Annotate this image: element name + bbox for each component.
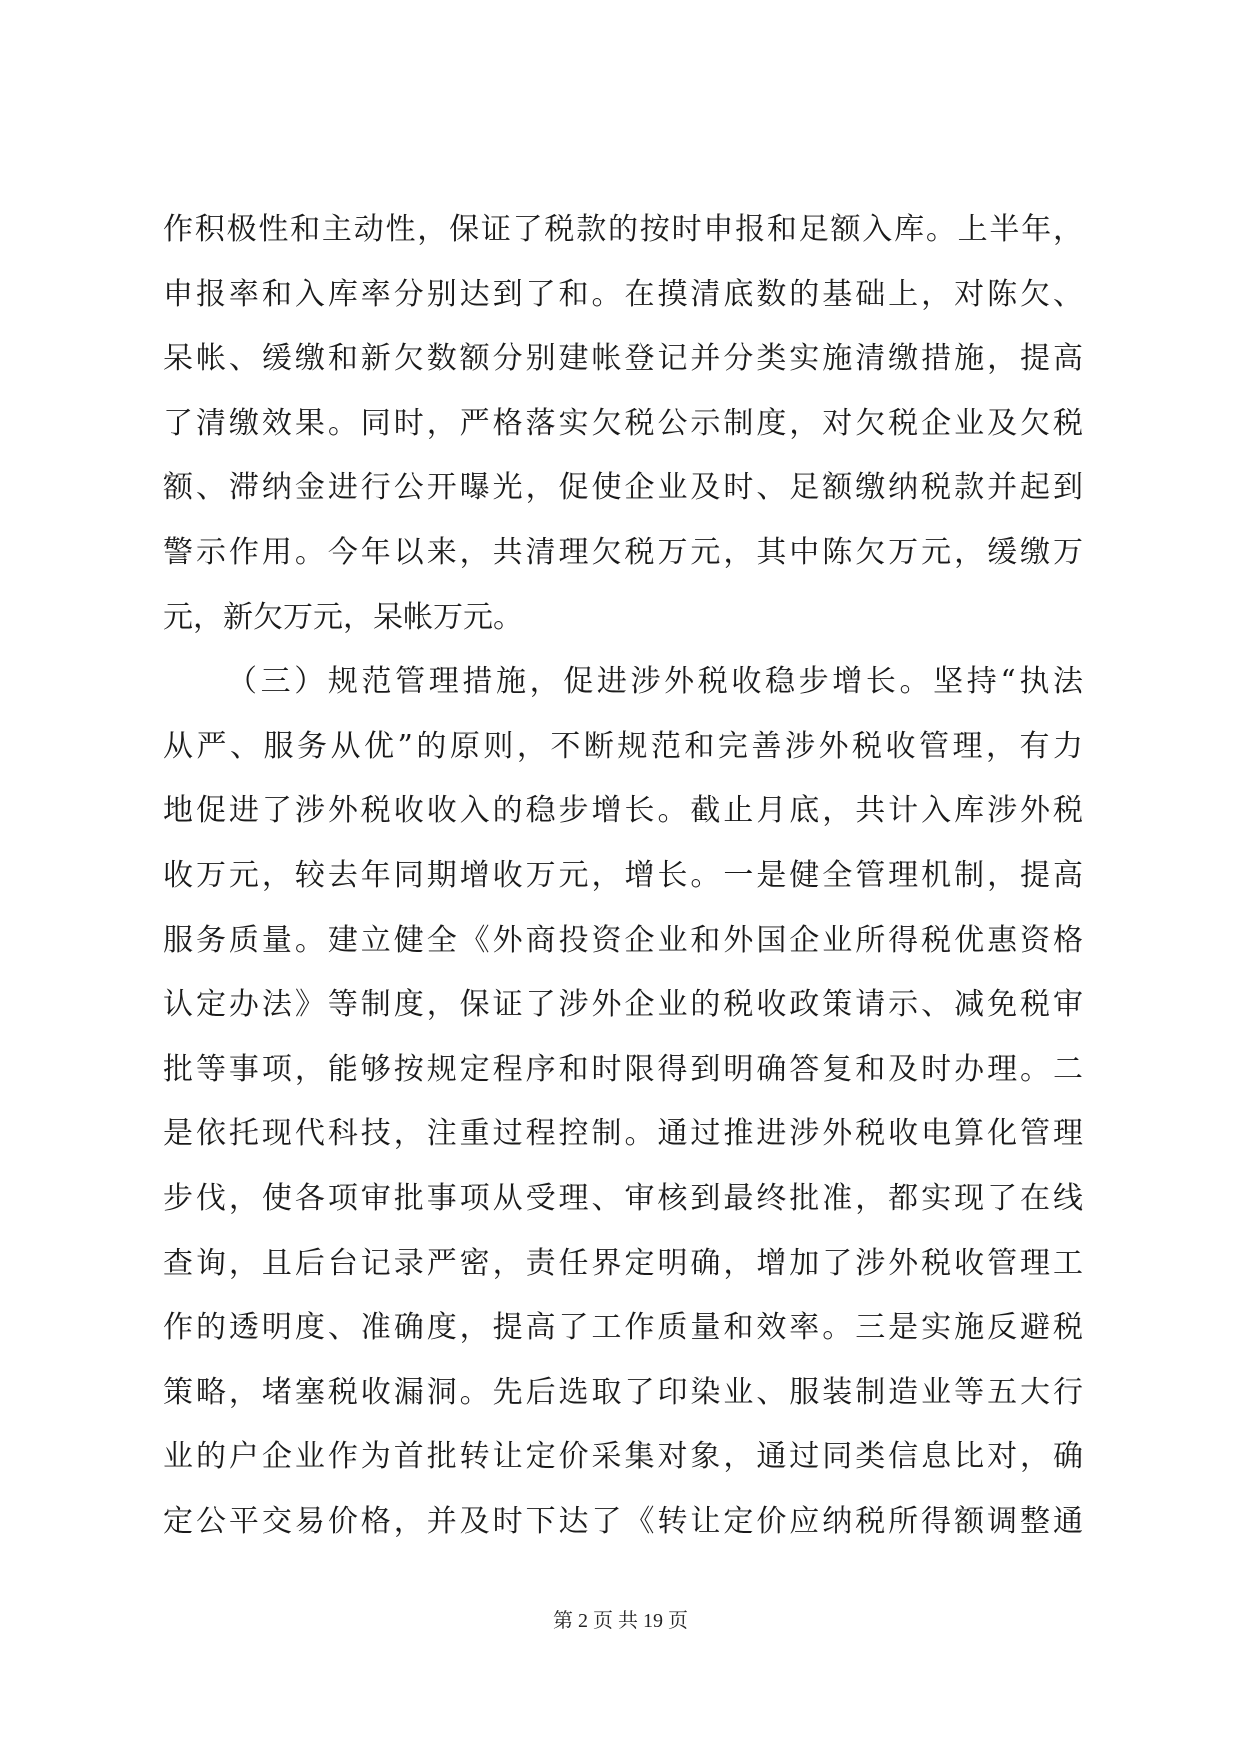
text-line: 从严、服务从优”的原则，不断规范和完善涉外税收管理，有力 — [163, 728, 1083, 764]
text-line: 服务质量。建立健全《外商投资企业和外国企业所得税优惠资格 — [163, 922, 1083, 958]
text-line: 定公平交易价格，并及时下达了《转让定价应纳税所得额调整通 — [163, 1503, 1083, 1539]
text-line: 了清缴效果。同时，严格落实欠税公示制度，对欠税企业及欠税 — [163, 405, 1083, 441]
text-line: 批等事项，能够按规定程序和时限得到明确答复和及时办理。二 — [163, 1051, 1083, 1087]
text-line: 策略，堵塞税收漏洞。先后选取了印染业、服装制造业等五大行 — [163, 1374, 1083, 1410]
text-line: 额、滞纳金进行公开曝光，促使企业及时、足额缴纳税款并起到 — [163, 470, 1083, 506]
text-line: 认定办法》等制度，保证了涉外企业的税收政策请示、减免税审 — [163, 987, 1083, 1023]
text-line: 作的透明度、准确度，提高了工作质量和效率。三是实施反避税 — [163, 1310, 1083, 1346]
text-line: 警示作用。今年以来，共清理欠税万元，其中陈欠万元，缓缴万 — [163, 534, 1083, 570]
text-line: 地促进了涉外税收收入的稳步增长。截止月底，共计入库涉外税 — [163, 793, 1083, 829]
text-line: 元，新欠万元，呆帐万元。 — [163, 599, 523, 635]
text-line: 业的户企业作为首批转让定价采集对象，通过同类信息比对，确 — [163, 1439, 1083, 1475]
text-line: 申报率和入库率分别达到了和。在摸清底数的基础上，对陈欠、 — [163, 276, 1083, 312]
text-line: 作积极性和主动性，保证了税款的按时申报和足额入库。上半年， — [163, 212, 1083, 247]
text-line: 步伐，使各项审批事项从受理、审核到最终批准，都实现了在线 — [163, 1180, 1083, 1216]
text-line: 是依托现代科技，注重过程控制。通过推进涉外税收电算化管理 — [163, 1116, 1083, 1152]
section-heading-line: （三）规范管理措施，促进涉外税收稳步增长。坚持“执法 — [227, 664, 1083, 700]
text-line: 呆帐、缓缴和新欠数额分别建帐登记并分类实施清缴措施，提高 — [163, 341, 1083, 377]
body-text — [163, 198, 1083, 1554]
text-line: 收万元，较去年同期增收万元，增长。一是健全管理机制，提高 — [163, 857, 1083, 893]
text-line: 查询，且后台记录严密，责任界定明确，增加了涉外税收管理工 — [163, 1245, 1083, 1281]
page-number-footer: 第 2 页 共 19 页 — [553, 1610, 688, 1632]
